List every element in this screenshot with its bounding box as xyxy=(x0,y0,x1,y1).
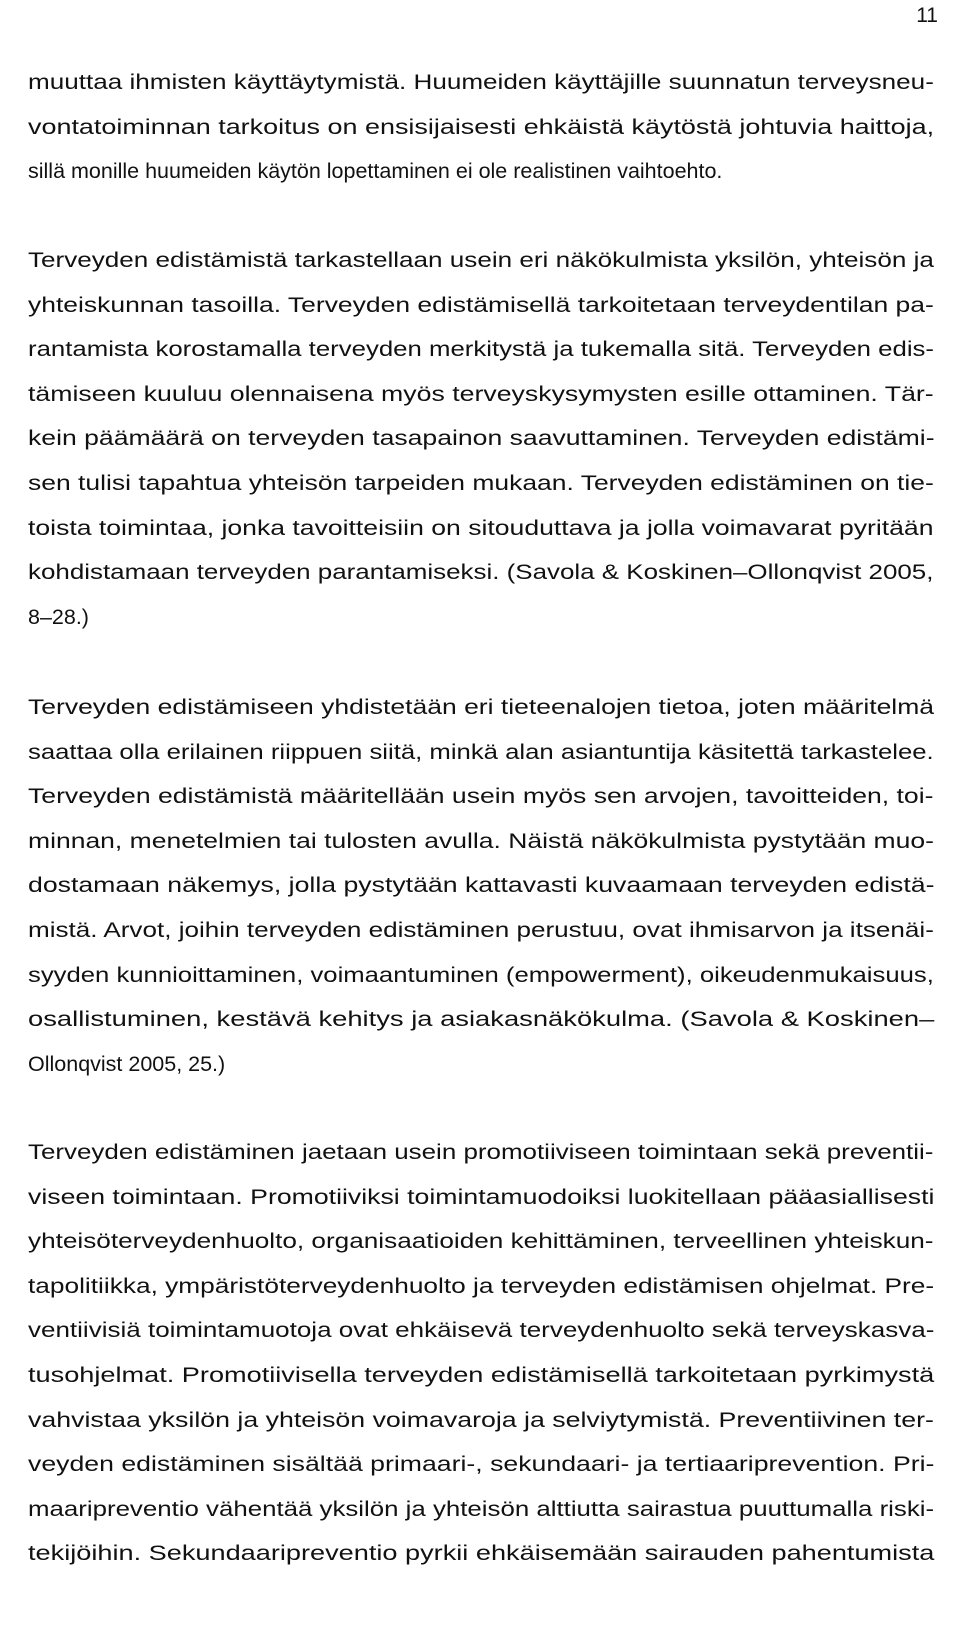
text-line: ventiivisiä toimintamuotoja ovat ehkäisevä terveydenhuolto sekä terveyskasva- xyxy=(28,1318,935,1343)
text-line: mistä. Arvot, joihin terveyden edistäminen perustuu, ovat ihmisarvon ja itsenäi- xyxy=(28,918,934,942)
text-line: veyden edistäminen sisältää primaari-, sekundaari- ja tertiaariprevention. Pri- xyxy=(28,1452,935,1477)
text-line: Terveyden edistämistä määritellään usein myös sen arvojen, tavoitteiden, toi- xyxy=(28,784,934,809)
text-line: kohdistamaan terveyden parantamiseksi. (Savola & Koskinen–Ollonqvist 2005, xyxy=(28,560,934,585)
text-line: sillä monille huumeiden käytön lopettaminen ei ole realistinen vaihtoehto. xyxy=(28,159,723,184)
text-line: 8–28.) xyxy=(28,604,89,629)
text-line: yhteiskunnan tasoilla. Terveyden edistämisellä tarkoitetaan terveydentilan pa- xyxy=(28,292,934,317)
text-line: saattaa olla erilainen riippuen siitä, minkä alan asiantuntija käsitettä tarkastelee. xyxy=(28,739,934,764)
text-line: Terveyden edistäminen jaetaan usein promotiiviseen toimintaan sekä preventii- xyxy=(28,1140,934,1164)
text-line: Terveyden edistämistä tarkastellaan usein eri näkökulmista yksilön, yhteisön ja xyxy=(28,248,934,272)
text-line: tusohjelmat. Promotiivisella terveyden edistämisellä tarkoitetaan pyrkimystä xyxy=(28,1363,935,1387)
text-line: vontatoiminnan tarkoitus on ensisijaisesti ehkäistä käytöstä johtuvia haittoja, xyxy=(28,114,935,139)
text-line: muuttaa ihmisten käyttäytymistä. Huumeiden käyttäjille suunnatun terveysneu- xyxy=(28,70,934,94)
text-line: tämiseen kuuluu olennaisena myös terveyskysymysten esille ottaminen. Tär- xyxy=(28,381,934,406)
text-line: toista toimintaa, jonka tavoitteisiin on sitouduttava ja jolla voimavarat pyritään xyxy=(28,515,934,540)
text-line: sen tulisi tapahtua yhteisön tarpeiden mukaan. Terveyden edistäminen on tie- xyxy=(28,471,934,495)
text-line: kein päämäärä on terveyden tasapainon saavuttaminen. Terveyden edistämi- xyxy=(28,426,935,451)
text-line: dostamaan näkemys, jolla pystytään kattavasti kuvaamaan terveyden edistä- xyxy=(28,873,935,898)
text-line: viseen toimintaan. Promotiiviksi toimintamuodoiksi luokitellaan pääasiallisesti xyxy=(28,1184,935,1209)
text-line: Ollonqvist 2005, 25.) xyxy=(28,1051,226,1076)
page-number: 11 xyxy=(916,4,938,27)
text-line: syyden kunnioittaminen, voimaantuminen (empowerment), oikeudenmukaisuus, xyxy=(28,962,934,987)
text-line: Terveyden edistämiseen yhdistetään eri tieteenalojen tietoa, joten määritelmä xyxy=(28,695,935,719)
text-line: yhteisöterveydenhuolto, organisaatioiden kehittäminen, terveellinen yhteiskun- xyxy=(28,1229,934,1254)
text-line: tekijöihin. Sekundaaripreventio pyrkii ehkäisemään sairauden pahentumista xyxy=(28,1541,935,1566)
text-line: vahvistaa yksilön ja yhteisön voimavaroja ja selviytymistä. Preventiivinen ter- xyxy=(28,1407,934,1432)
text-line: tapolitiikka, ympäristöterveydenhuolto ja terveyden edistämisen ohjelmat. Pre- xyxy=(28,1273,935,1298)
text-line: osallistuminen, kestävä kehitys ja asiakasnäkökulma. (Savola & Koskinen– xyxy=(28,1007,935,1032)
text-line: rantamista korostamalla terveyden merkitystä ja tukemalla sitä. Terveyden edis- xyxy=(28,337,935,362)
text-line: maaripreventio vähentää yksilön ja yhteisön alttiutta sairastua puuttumalla riski- xyxy=(28,1496,935,1521)
text-line: minnan, menetelmien tai tulosten avulla. Näistä näkökulmista pystytään muo- xyxy=(28,828,934,853)
